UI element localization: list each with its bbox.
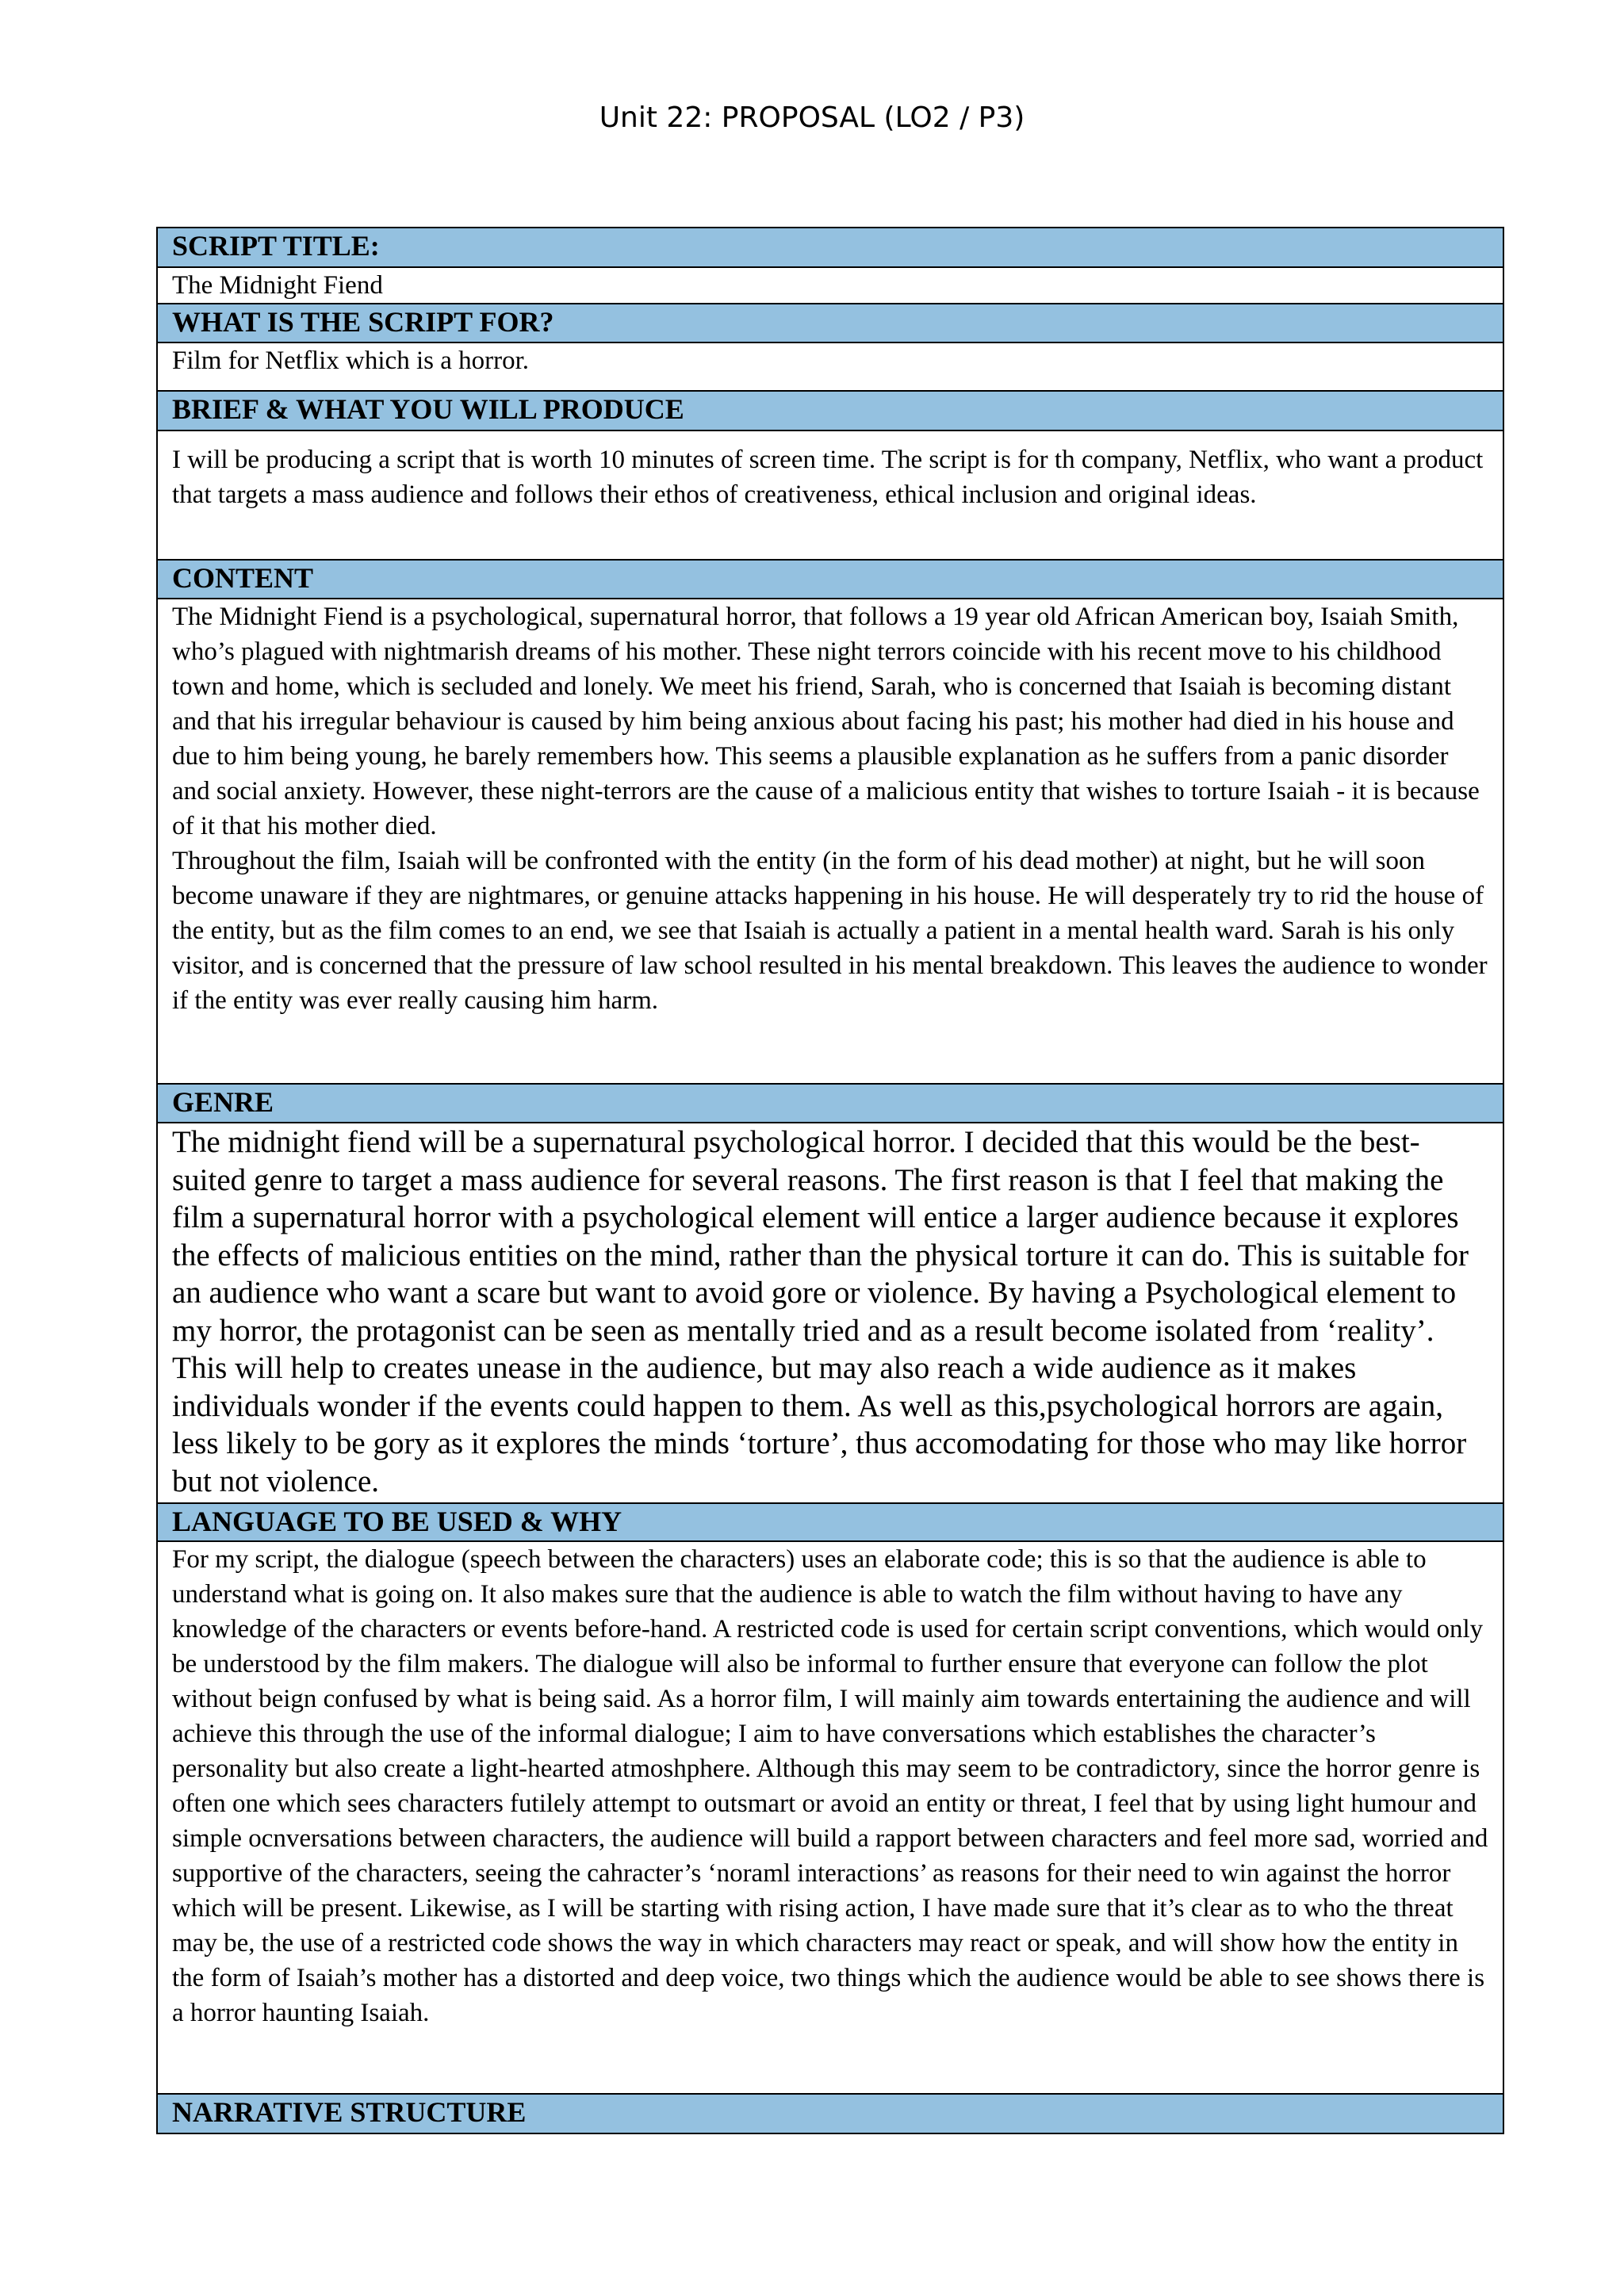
section-body-script-purpose	[158, 343, 1503, 392]
section-heading-language: LANGUAGE TO BE USED & WHY	[158, 1504, 1503, 1542]
section-heading-narrative-structure: NARRATIVE STRUCTURE	[158, 2095, 1503, 2133]
genre-text: The midnight fiend will be a supernatural psychological horror. I decided that this would be the best-suited genre to target a mass audience for several reasons. The first reason is that I feel that making the film a supernatural horror with a psychological element will entice a larger audience because it explores the effects of malicious entities on the mind, rather than the physical torture it can do. This is suitable for an audience who want a scare but want to avoid gore or violence. By having a Psychological element to my horror, the protagonist can be seen as mentally tried and as a result become isolated from ‘reality’. This will help to creates unease in the audience, but may also reach a wide audience as it makes individuals wonder if the events could happen to them. As well as this,psychological horrors are again, less likely to be gory as it explores the minds ‘torture’, thus accomodating for those who may like horror but not violence.	[172, 1125, 1469, 1498]
section-body-genre	[158, 1123, 1503, 1504]
section-body-language	[158, 1542, 1503, 2095]
section-heading-genre: GENRE	[158, 1085, 1503, 1123]
section-heading-script-title: SCRIPT TITLE:	[158, 228, 1503, 268]
script-title-text: The Midnight Fiend	[172, 271, 383, 300]
section-heading-content: CONTENT	[158, 561, 1503, 599]
page-title: Unit 22: PROPOSAL (LO2 / P3)	[599, 101, 1025, 134]
content-paragraph: The Midnight Fiend is a psychological, supernatural horror, that follows a 19 year old African American boy, Isaiah Smith, who’s plagued with nightmarish dreams of his mother. These night terrors coincide with his recent move to his childhood town and home, which is secluded and lonely. We meet his friend, Sarah, who is concerned that Isaiah is becoming distant and that his irregular behaviour is caused by him being anxious about facing his past; his mother had died in his house and due to him being young, he barely remembers how. This seems a plausible explanation as he suffers from a panic disorder and social anxiety. However, these night-terrors are the cause of a malicious entity that wishes to torture Isaiah - it is because of it that his mother died.	[172, 603, 1480, 840]
script-purpose-text: Film for Netflix which is a horror.	[172, 346, 530, 375]
content-paragraph: Throughout the film, Isaiah will be confronted with the entity (in the form of his dead mother) at night, but he will soon become unaware if they are nightmares, or genuine attacks happening in his house. He will desperately try to rid the house of the entity, but as the film comes to an end, we see that Isaiah is actually a patient in a mental health ward. Sarah is his only visitor, and is concerned that the pressure of law school resulted in his mental breakdown. This leaves the audience to wonder if the entity was ever really causing him harm.	[172, 847, 1488, 1015]
section-body-script-title	[158, 268, 1503, 304]
section-body-brief	[158, 431, 1503, 561]
brief-text: I will be producing a script that is worth 10 minutes of screen time. The script is for th company, Netflix, who want a product that targets a mass audience and follows their ethos of creativeness, ethical inclusion and original ideas.	[172, 446, 1484, 509]
section-body-content	[158, 599, 1503, 1085]
section-heading-script-purpose: WHAT IS THE SCRIPT FOR?	[158, 304, 1503, 343]
language-text: For my script, the dialogue (speech between the characters) uses an elaborate code; this is so that the audience is able to understand what is going on. It also makes sure that the audience is able to watch the film without having to have any knowledge of the characters or events before-hand. A restricted code is used for certain script conventions, which would only be understood by the film makers. The dialogue will also be informal to further ensure that everyone can follow the plot without beign confused by what is being said. As a horror film, I will mainly aim towards entertaining the audience and will achieve this through the use of the informal dialogue; I aim to have conversations which establishes the character’s personality but also create a light-hearted atmoshphere. Although this may seem to be contradictory, since the horror genre is often one which sees characters futilely attempt to outsmart or avoid an entity or threat, I feel that by using light humour and simple ocnversations between characters, the audience will build a rapport between characters and feel more sad, worried and supportive of the characters, seeing the cahracter’s ‘noraml interactions’ as reasons for their need to win against the horror which will be present. Likewise, as I will be starting with rising action, I have made sure that it’s clear as to who the threat may be, the use of a restricted code shows the way in which characters may react or speak, and will show how the entity in the form of Isaiah’s mother has a distorted and deep voice, two things which the audience would be able to see shows there is a horror haunting Isaiah.	[172, 1545, 1488, 2027]
proposal-table	[156, 227, 1504, 2134]
section-heading-brief: BRIEF & WHAT YOU WILL PRODUCE	[158, 392, 1503, 431]
